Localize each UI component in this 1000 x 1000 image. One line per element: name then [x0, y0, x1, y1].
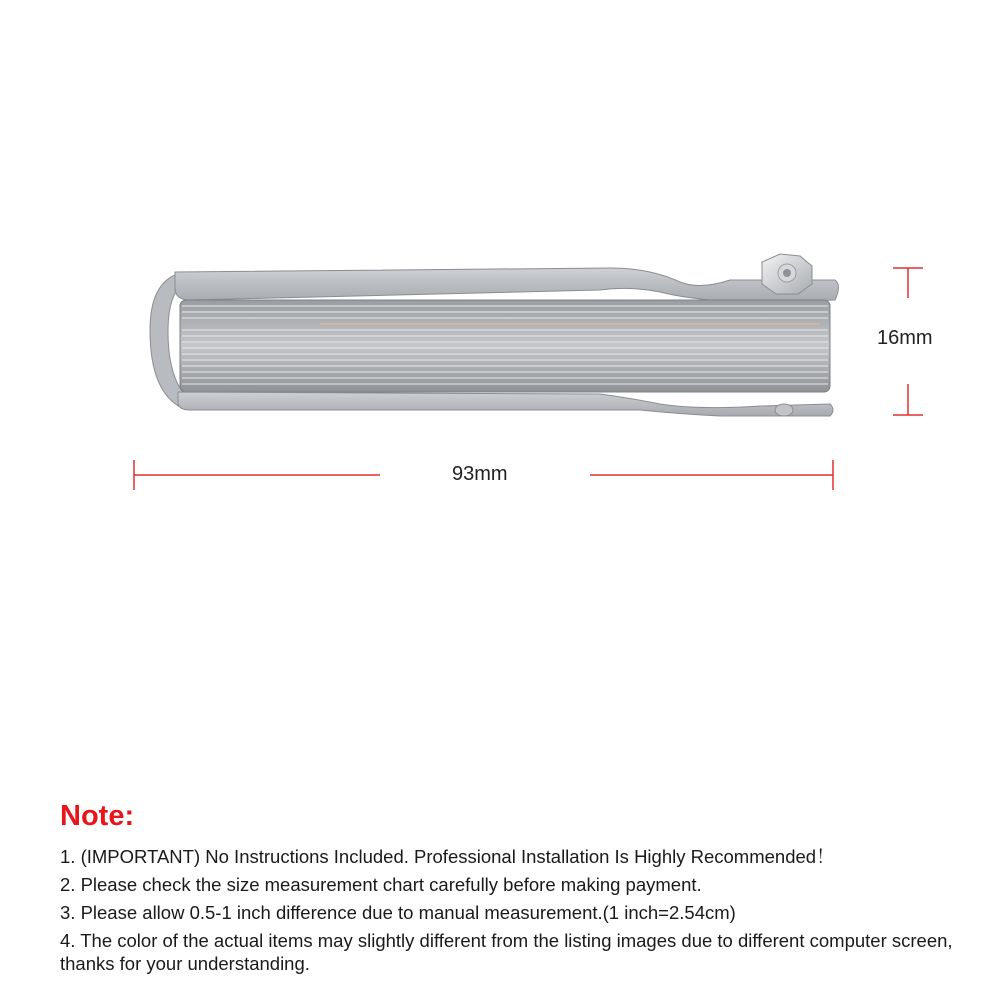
note-item-2: 2. Please check the size measurement chart carefully before making payment. — [60, 874, 702, 895]
note-item-3: 3. Please allow 0.5-1 inch difference due to manual measurement.(1 inch=2.54cm) — [60, 902, 736, 923]
height-dimension-label: 16mm — [877, 327, 933, 349]
blade-stack — [180, 300, 830, 392]
note-list — [60, 845, 970, 980]
note-title: Note: — [60, 800, 135, 832]
width-dimension-label: 93mm — [452, 463, 508, 485]
case-bottom-plate — [178, 392, 833, 416]
case-top-plate — [175, 268, 839, 302]
note-item-1: 1. (IMPORTANT) No Instructions Included. Professional Installation Is Highly Recommended！ — [60, 846, 835, 867]
note-item-4: 4. The color of the actual items may slightly different from the listing images due to different computer screen, thanks for your understanding. — [60, 930, 953, 974]
